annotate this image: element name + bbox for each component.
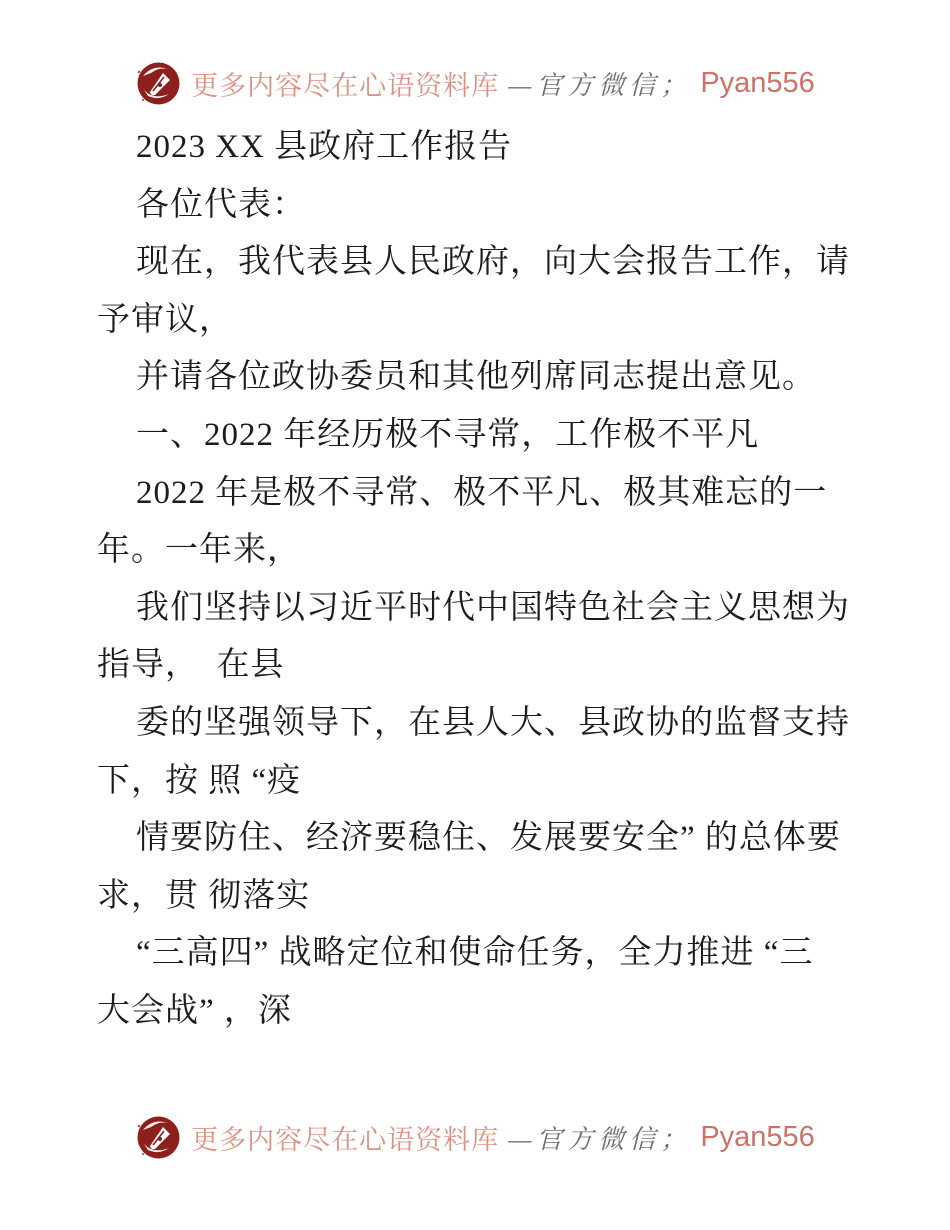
- doc-line: 我们坚持以习近平时代中国特色社会主义思想为: [136, 589, 850, 626]
- document-body: [97, 119, 890, 1041]
- doc-section-heading: 一、2022 年经历极不寻常，工作极不平凡: [136, 416, 760, 453]
- doc-line: “三高四” 战略定位和使命任务，全力推进 “三: [136, 935, 814, 972]
- doc-line: 指导， 在县: [97, 647, 285, 684]
- pen-nib-logo-icon: [135, 1114, 182, 1161]
- watermark-header: [0, 60, 950, 107]
- watermark-wechat-id: Pyan556: [700, 67, 815, 99]
- watermark-wechat-label: —官方微信；: [508, 1125, 692, 1154]
- doc-line: 委的坚强领导下，在县人大、县政协的监督支持: [136, 704, 850, 741]
- doc-line: 情要防住、经济要稳住、发展要安全” 的总体要: [136, 820, 841, 857]
- pen-nib-logo-icon: [135, 60, 182, 107]
- doc-line: 下，按 照 “疫: [97, 762, 302, 799]
- doc-line: 予审议，: [97, 301, 233, 338]
- doc-line: 2022 年是极不寻常、极不平凡、极其难忘的一: [136, 474, 828, 511]
- doc-line: 各位代表：: [136, 186, 306, 223]
- watermark-wechat-id: Pyan556: [700, 1121, 815, 1153]
- doc-line: 年。一年来，: [97, 532, 301, 569]
- watermark-wechat-label: —官方微信；: [508, 71, 692, 100]
- doc-line: 大会战” ，深: [97, 992, 292, 1029]
- doc-line: 并请各位政协委员和其他列席同志提出意见。: [136, 359, 816, 396]
- doc-line: 现在，我代表县人民政府，向大会报告工作，请: [136, 244, 850, 281]
- doc-line: 求，贯 彻落实: [97, 877, 311, 914]
- watermark-brand-text: 更多内容尽在心语资料库: [191, 71, 500, 101]
- doc-title-line: 2023 XX 县政府工作报告: [136, 129, 513, 165]
- watermark-brand-text: 更多内容尽在心语资料库: [191, 1125, 500, 1155]
- watermark-footer: [0, 1114, 950, 1161]
